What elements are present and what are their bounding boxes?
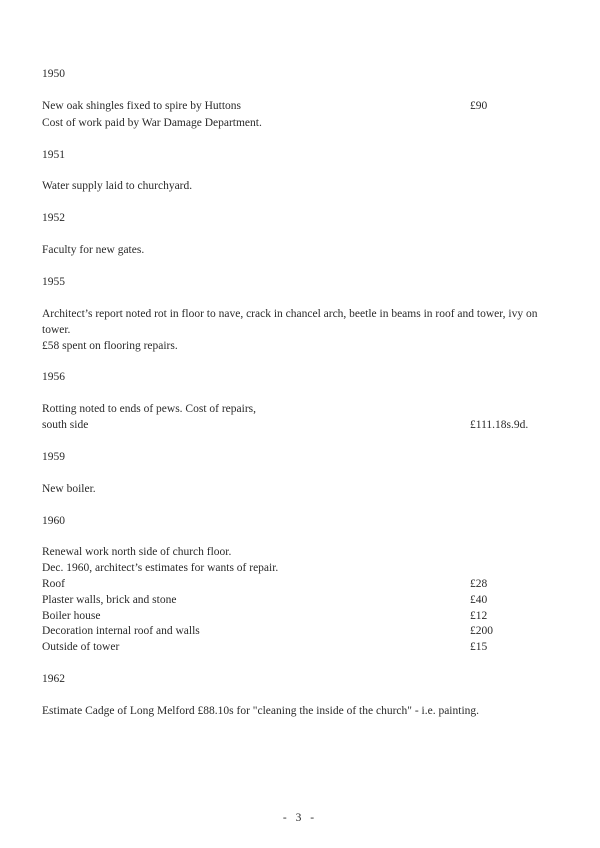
repair-item-amount: £200 [470,625,493,637]
repair-item-amount: £15 [470,641,488,653]
year-heading: 1950 [42,68,65,80]
entry-amount: £111.18s.9d. [470,419,529,431]
year-heading: 1955 [42,276,65,288]
year-heading: 1952 [42,212,65,224]
repair-item-label: Boiler house [42,610,101,622]
entry-text: Dec. 1960, architect’s estimates for wants of repair. [42,562,279,574]
page-number: - 3 - [282,812,318,824]
repair-item-amount: £12 [470,610,488,622]
year-heading: 1951 [42,149,65,161]
entry-text: Faculty for new gates. [42,244,145,256]
year-heading: 1956 [42,371,65,383]
year-heading: 1959 [42,451,65,463]
entry-text: Water supply laid to churchyard. [42,180,193,192]
repair-item-label: Roof [42,578,65,590]
entry-text: Cost of work paid by War Damage Department. [42,117,262,129]
year-heading: 1960 [42,515,65,527]
year-heading: 1962 [42,673,65,685]
entry-text: south side [42,419,89,431]
entry-text: £58 spent on flooring repairs. [42,340,178,352]
entry-amount: £90 [470,100,488,112]
entry-text: Estimate Cadge of Long Melford £88.10s for "cleaning the inside of the church" - i.e. painting. [42,705,480,717]
entry-text: New oak shingles fixed to spire by Huttons [42,100,241,112]
entry-text: New boiler. [42,483,96,495]
repair-item-label: Decoration internal roof and walls [42,625,200,637]
entry-text: Rotting noted to ends of pews. Cost of repairs, [42,403,257,415]
repair-item-label: Plaster walls, brick and stone [42,594,177,606]
entry-text: Renewal work north side of church floor. [42,546,232,558]
repair-item-label: Outside of tower [42,641,120,653]
entry-paragraph: Architect’s report noted rot in floor to nave, crack in chancel arch, beetle in beams in roof and tower, ivy on tower. [42,308,538,336]
repair-item-amount: £40 [470,594,488,606]
repair-item-amount: £28 [470,578,488,590]
